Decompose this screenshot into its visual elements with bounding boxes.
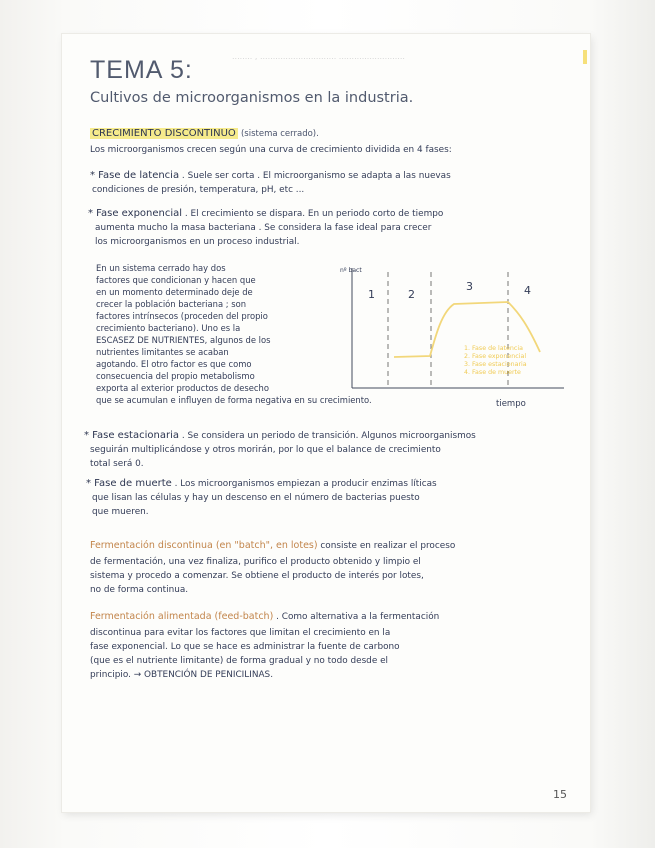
- phase-estacionaria-line1: * Fase estacionaria . Se considera un periodo de transición. Algunos microorganismos: [84, 430, 476, 441]
- fermentacion-alimentada-line5: principio. → OBTENCIÓN DE PENICILINAS.: [90, 670, 274, 680]
- side-text-line: nutrientes limitantes se acaban: [96, 347, 229, 357]
- side-text-block: [96, 262, 372, 406]
- phase-estacionaria-line3: total será 0.: [90, 459, 144, 469]
- side-text-line: ESCASEZ DE NUTRIENTES, algunos de los: [96, 335, 271, 345]
- page-subtitle: Cultivos de microorganismos en la industria.: [90, 90, 414, 106]
- fermentacion-discontinua-line1: Fermentación discontinua (en "batch", en lotes) consiste en realizar el proceso: [90, 540, 456, 551]
- x-axis-label: tiempo: [496, 399, 526, 409]
- section-heading-highlight: CRECIMIENTO DISCONTINUO: [92, 128, 236, 139]
- side-text-line: que se acumulan e influyen de forma negativa en su crecimiento.: [96, 395, 372, 405]
- phase-estacionaria-line2: seguirán multiplicándose y otros morirán, por lo que el balance de crecimiento: [90, 445, 441, 455]
- phase-label-4: 4: [524, 284, 531, 297]
- section-heading-note: (sistema cerrado).: [240, 129, 319, 139]
- legend-item: 2. Fase exponencial: [464, 353, 527, 360]
- highlighter-mark: [583, 50, 587, 64]
- side-text-line: exporta al exterior productos de desecho: [96, 383, 269, 393]
- phase-muerte-line1: * Fase de muerte . Los microorganismos empiezan a producir enzimas líticas: [86, 478, 437, 489]
- phase-latencia-line2: condiciones de presión, temperatura, pH, etc ...: [92, 185, 305, 195]
- side-text-line: crecimiento bacteriano). Uno es la: [96, 323, 241, 333]
- fermentacion-alimentada-line4: (que es el nutriente limitante) de forma gradual y no todo desde el: [90, 656, 389, 666]
- fermentacion-discontinua-line2: de fermentación, una vez finaliza, purifico el producto obtenido y limpio el: [90, 557, 421, 567]
- fermentacion-alimentada-label: Fermentación alimentada (feed-batch): [90, 611, 274, 622]
- growth-curve-chart: [336, 264, 586, 414]
- side-text-line: En un sistema cerrado hay dos: [96, 263, 226, 273]
- side-text-line: agotando. El otro factor es que como: [96, 359, 252, 369]
- phase-label-1: 1: [368, 288, 375, 301]
- faint-bleed-text: ........ , .............................. ..........................: [232, 52, 405, 61]
- fermentacion-discontinua-label: Fermentación discontinua (en "batch", en lotes): [90, 540, 318, 551]
- phase-latencia-label: * Fase de latencia: [90, 170, 180, 181]
- phase-label-3: 3: [466, 280, 473, 293]
- side-text-line: en un momento determinado deje de: [96, 287, 253, 297]
- legend-item: 1. Fase de latencia: [464, 345, 523, 352]
- fermentacion-alimentada-line2: discontinua para evitar los factores que limitan el crecimiento en la: [90, 628, 391, 638]
- y-axis-label: nº bact: [340, 267, 362, 274]
- fermentacion-discontinua-line3: sistema y procedo a comenzar. Se obtiene el producto de interés por lotes,: [90, 571, 424, 581]
- legend-item: 4. Fase de muerte: [464, 369, 521, 376]
- phase-muerte-line3: que mueren.: [92, 507, 149, 517]
- phase-exponencial-label: * Fase exponencial: [88, 208, 183, 219]
- side-text-line: factores intrínsecos (proceden del propio: [96, 311, 268, 321]
- phase-estacionaria-label: * Fase estacionaria: [84, 430, 179, 441]
- page-title: TEMA 5:: [90, 56, 193, 84]
- fermentacion-alimentada-line1: Fermentación alimentada (feed-batch) . Como alternativa a la fermentación: [90, 611, 440, 622]
- legend-item: 3. Fase estacionaria: [464, 361, 527, 368]
- side-text-line: crecer la población bacteriana ; son: [96, 299, 247, 309]
- phase-muerte-line2: que lisan las células y hay un descenso en el número de bacterias puesto: [92, 493, 420, 503]
- phase-exponencial-line2: aumenta mucho la masa bacteriana . Se considera la fase ideal para crecer: [95, 223, 432, 233]
- fermentacion-discontinua-line4: no de forma continua.: [90, 585, 189, 595]
- phase-exponencial-line1: * Fase exponencial . El crecimiento se dispara. En un periodo corto de tiempo: [88, 208, 444, 219]
- page-number: 15: [553, 788, 567, 801]
- phase-latencia-line1: * Fase de latencia . Suele ser corta . El microorganismo se adapta a las nuevas: [90, 170, 451, 181]
- phase-muerte-label: * Fase de muerte: [86, 478, 172, 489]
- side-text-line: factores que condicionan y hacen que: [96, 275, 256, 285]
- section-intro: Los microorganismos crecen según una curva de crecimiento dividida en 4 fases:: [90, 145, 452, 155]
- phase-exponencial-line3: los microorganismos en un proceso industrial.: [95, 237, 300, 247]
- side-text-line: consecuencia del propio metabolismo: [96, 371, 255, 381]
- phase-label-2: 2: [408, 288, 415, 301]
- section-heading: [90, 128, 319, 139]
- fermentacion-alimentada-line3: fase exponencial. Lo que se hace es administrar la fuente de carbono: [90, 642, 400, 652]
